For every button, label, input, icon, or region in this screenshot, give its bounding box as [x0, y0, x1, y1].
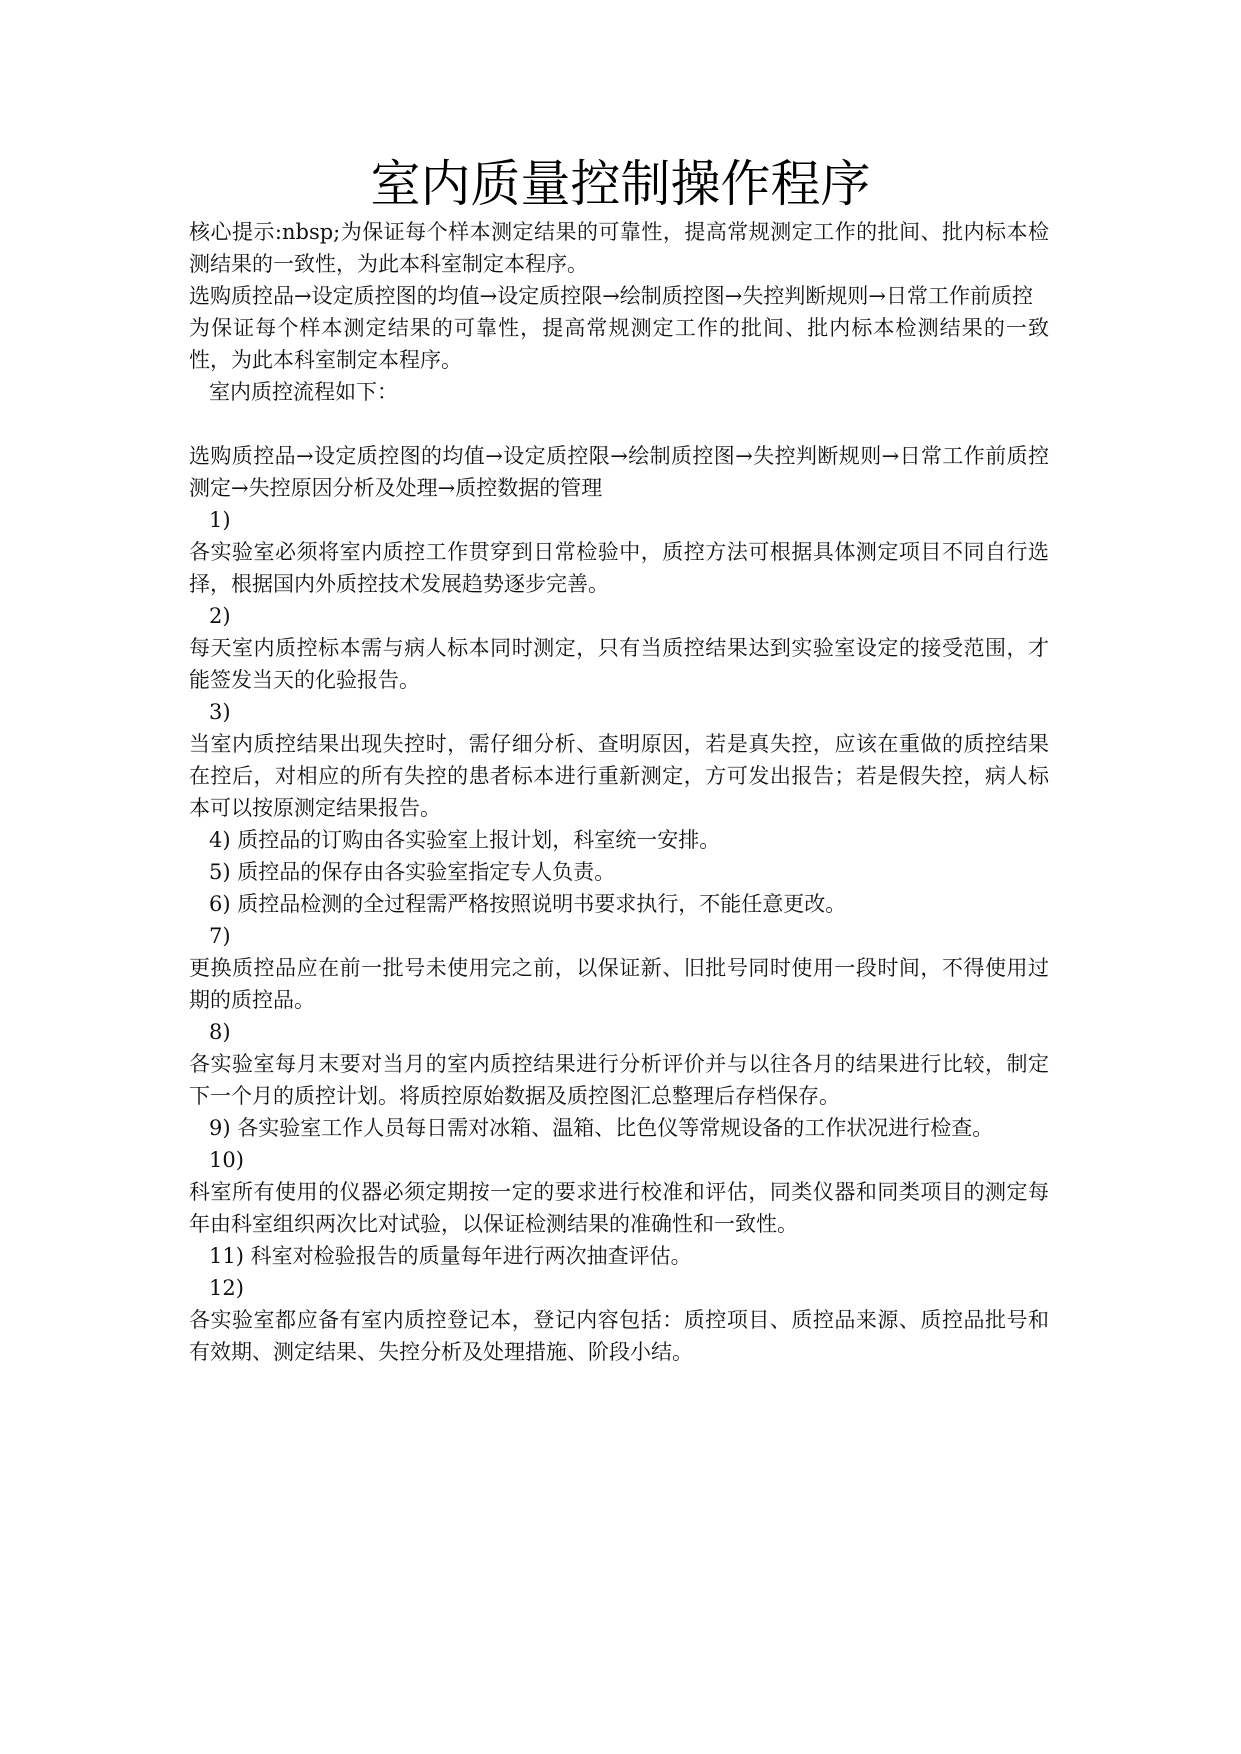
paragraph-flow-steps: 选购质控品→设定质控图的均值→设定质控限→绘制质控图→失控判断规则→日常工作前质控测定→失控原因分析及处理→质控数据的管理	[189, 444, 1049, 500]
item-text-7: 更换质控品应在前一批号未使用完之前，以保证新、旧批号同时使用一段时间，不得使用过期的质控品。	[189, 956, 1049, 1012]
document-title: 室内质量控制操作程序	[370, 155, 871, 213]
paragraph-core-tip: 核心提示:nbsp;为保证每个样本测定结果的可靠性，提高常规测定工作的批间、批内标本检测结果的一致性，为此本科室制定本程序。	[189, 220, 1049, 276]
item-5: 5) 质控品的保存由各实验室指定专人负责。	[209, 860, 616, 884]
item-text-2: 每天室内质控标本需与病人标本同时测定，只有当质控结果达到实验室设定的接受范围，才能签发当天的化验报告。	[189, 636, 1049, 692]
document-body	[189, 216, 1049, 1368]
item-4: 4) 质控品的订购由各实验室上报计划，科室统一安排。	[209, 828, 721, 852]
item-text-3: 当室内质控结果出现失控时，需仔细分析、查明原因，若是真失控，应该在重做的质控结果在控后，对相应的所有失控的患者标本进行重新测定，方可发出报告；若是假失控，病人标本可以按原测定结果报告。	[189, 732, 1049, 820]
item-text-10: 科室所有使用的仪器必须定期按一定的要求进行校准和评估，同类仪器和同类项目的测定每年由科室组织两次比对试验，以保证检测结果的准确性和一致性。	[189, 1180, 1049, 1236]
item-6: 6) 质控品检测的全过程需严格按照说明书要求执行，不能任意更改。	[209, 892, 847, 916]
item-number-10: 10)	[209, 1148, 244, 1172]
item-text-8: 各实验室每月末要对当月的室内质控结果进行分析评价并与以往各月的结果进行比较，制定下一个月的质控计划。将质控原始数据及质控图汇总整理后存档保存。	[189, 1052, 1049, 1108]
paragraph-flow-summary: 选购质控品→设定质控图的均值→设定质控限→绘制质控图→失控判断规则→日常工作前质控	[189, 284, 1033, 308]
paragraph-purpose: 为保证每个样本测定结果的可靠性，提高常规测定工作的批间、批内标本检测结果的一致性，为此本科室制定本程序。	[189, 316, 1049, 372]
item-number-7: 7)	[209, 924, 231, 948]
item-number-3: 3)	[209, 700, 231, 724]
item-number-8: 8)	[209, 1020, 231, 1044]
item-text-1: 各实验室必须将室内质控工作贯穿到日常检验中，质控方法可根据具体测定项目不同自行选择，根据国内外质控技术发展趋势逐步完善。	[189, 540, 1049, 596]
item-text-12: 各实验室都应备有室内质控登记本，登记内容包括：质控项目、质控品来源、质控品批号和有效期、测定结果、失控分析及处理措施、阶段小结。	[189, 1308, 1049, 1364]
item-number-1: 1)	[209, 508, 231, 532]
blank-line	[189, 408, 1049, 440]
paragraph-flow-heading: 室内质控流程如下：	[209, 380, 398, 404]
item-number-12: 12)	[209, 1276, 244, 1300]
item-number-2: 2)	[209, 604, 231, 628]
item-9: 9) 各实验室工作人员每日需对冰箱、温箱、比色仪等常规设备的工作状况进行检查。	[209, 1116, 994, 1140]
item-11: 11) 科室对检验报告的质量每年进行两次抽查评估。	[209, 1244, 692, 1268]
